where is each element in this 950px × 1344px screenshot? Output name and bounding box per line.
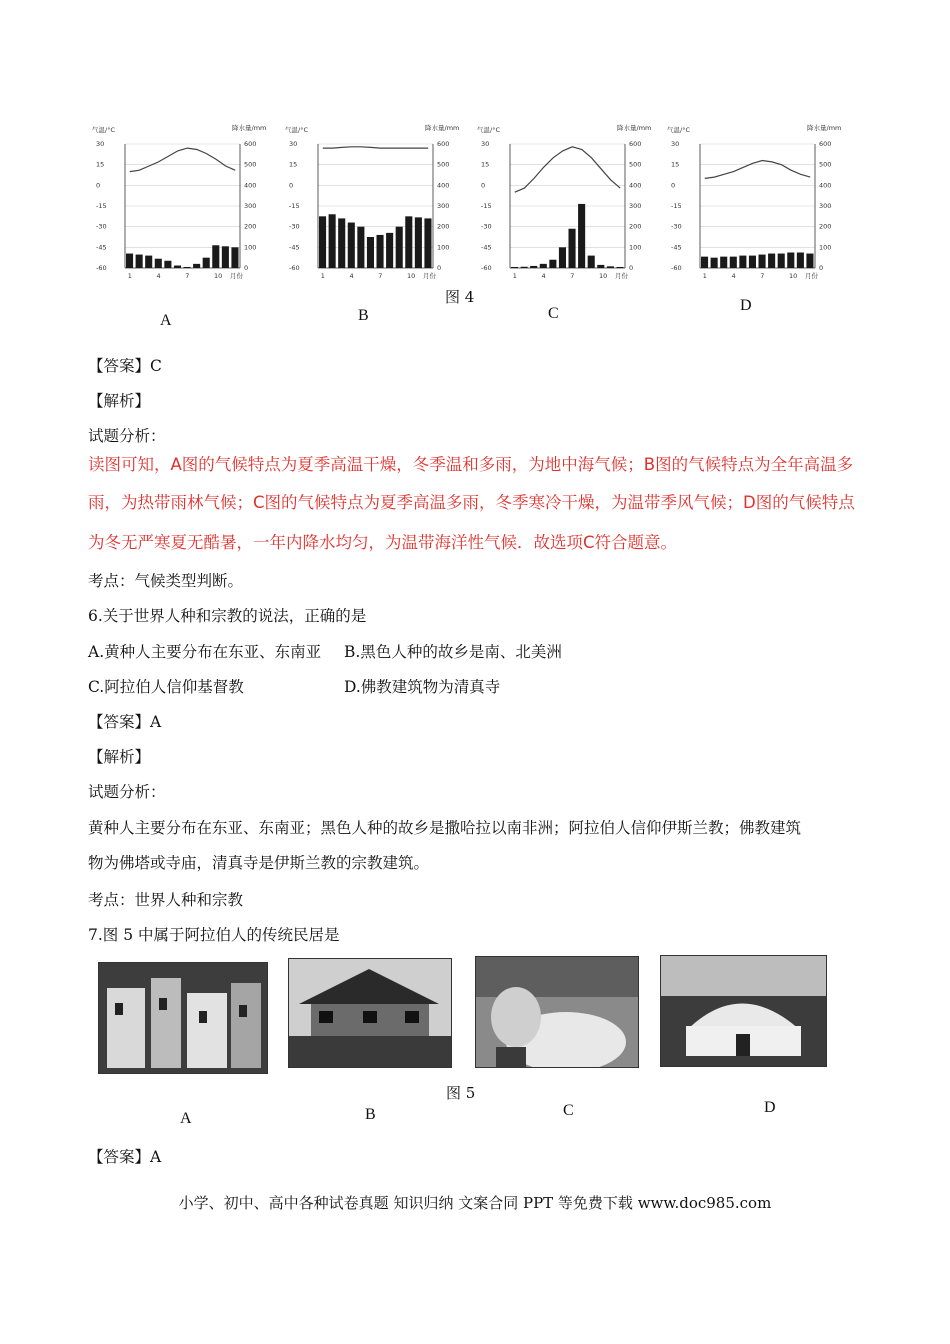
figure5-label-b: B [365,1106,376,1123]
q6-analysis-sub: 试题分析： [88,783,166,801]
climate-chart-a [90,118,275,283]
temp-tick-label: 30 [671,140,680,148]
precip-axis-label: 降水量/mm [617,124,652,132]
precip-bar [530,266,537,268]
precip-bar [164,261,171,268]
temp-tick-label: 0 [96,181,101,190]
month-axis-label: 月份 [230,272,243,280]
month-axis-label: 月份 [805,272,818,280]
month-axis-label: 月份 [615,272,628,280]
month-tick-label: 4 [156,272,161,280]
precip-tick-label: 200 [437,222,450,231]
precip-bar [616,267,623,268]
precip-tick-label: 500 [819,160,832,169]
figure5-label-a: A [180,1110,192,1127]
temp-tick-label: -15 [96,202,107,210]
climate-chart-c [475,118,660,283]
photo-stilt-house [288,958,452,1068]
climate-chart-d-svg [665,118,850,283]
precip-tick-label: 400 [819,181,832,190]
photo-arab-dwelling-graphic [99,963,267,1073]
precip-bar [797,253,804,269]
precip-bar [521,267,528,268]
climate-chart-a-svg [90,118,275,283]
precip-bar [701,257,708,268]
temp-tick-label: 0 [289,181,294,190]
precip-tick-label: 100 [819,243,832,252]
figure4-caption: 图 4 [445,288,475,306]
figure4-label-d: D [740,297,752,314]
precip-axis-label: 降水量/mm [425,124,460,132]
q5-analysis-line-2: 雨，为热带雨林气候；C图的气候特点为夏季高温多雨，冬季寒冷干燥，为温带季风气候；D图的气候特点 [88,493,855,512]
temp-tick-label: -15 [671,202,682,210]
temperature-line [323,147,428,148]
temp-tick-label: -60 [481,264,492,272]
temp-tick-label: 15 [289,160,298,169]
q5-kaodian: 考点：气候类型判断。 [88,572,244,590]
month-tick-label: 10 [789,272,798,280]
precip-tick-label: 600 [437,140,450,148]
photo-stilt-house-graphic [289,959,451,1067]
q5-analysis-header: 【解析】 [88,392,151,410]
month-tick-label: 4 [731,272,736,280]
precip-tick-label: 0 [437,264,442,272]
precip-bar [145,256,152,268]
temp-tick-label: 0 [671,181,676,190]
precip-bar [806,254,813,268]
precip-tick-label: 300 [819,202,832,210]
climate-chart-d [665,118,850,283]
month-tick-label: 1 [127,272,132,280]
precip-tick-label: 100 [244,243,257,252]
precip-bar [739,256,746,268]
temperature-line [705,161,810,179]
month-tick-label: 10 [214,272,223,280]
temp-tick-label: -60 [671,264,682,272]
precip-tick-label: 200 [244,222,257,231]
precip-tick-label: 200 [819,222,832,231]
precip-bar [787,253,794,269]
photo-igloo-scene [475,956,639,1068]
photo-igloo-scene-graphic [476,957,638,1067]
temp-tick-label: -15 [481,202,492,210]
precip-bar [386,233,393,268]
photo-arab-dwelling [98,962,268,1074]
month-axis-label: 月份 [423,272,436,280]
precip-tick-label: 500 [244,160,257,169]
month-tick-label: 7 [760,272,765,280]
precip-tick-label: 100 [629,243,642,252]
precip-bar [319,216,326,268]
temp-tick-label: -45 [289,243,300,252]
precip-tick-label: 400 [629,181,642,190]
precip-bar [549,260,556,268]
q7-stem: 7.图 5 中属于阿拉伯人的传统民居是 [88,926,340,944]
q6-option-c: C.阿拉伯人信仰基督教 [88,678,244,696]
precip-bar [203,258,210,268]
precip-bar [155,259,162,268]
precip-tick-label: 0 [629,264,634,272]
precip-bar [759,255,766,268]
temp-tick-label: 15 [481,160,490,169]
temperature-line [130,148,235,172]
temp-axis-label: 气温/°C [285,126,308,134]
temp-tick-label: -30 [289,222,300,231]
temp-tick-label: 30 [289,140,298,148]
month-tick-label: 1 [702,272,707,280]
q6-option-a: A.黄种人主要分布在东亚、东南亚 [88,643,322,661]
precip-bar [338,218,345,268]
q6-answer: 【答案】A [88,713,162,731]
q5-analysis-line-1: 读图可知，A图的气候特点为夏季高温干燥，冬季温和多雨，为地中海气候；B图的气候特点为全年高温多 [88,455,854,474]
precip-bar [212,245,219,268]
temp-tick-label: -60 [289,264,300,272]
figure4-label-c: C [548,305,559,322]
temp-tick-label: -30 [671,222,682,231]
precip-tick-label: 0 [244,264,249,272]
precip-bar [559,247,566,268]
temp-tick-label: -15 [289,202,300,210]
q7-answer: 【答案】A [88,1148,162,1166]
precip-bar [578,204,585,268]
precip-tick-label: 500 [437,160,450,169]
precip-bar [730,257,737,268]
precip-tick-label: 300 [244,202,257,210]
precip-bar [711,258,718,268]
precip-bar [357,227,364,268]
precip-bar [424,218,431,268]
precip-axis-label: 降水量/mm [232,124,267,132]
precip-bar [588,256,595,268]
precip-bar [174,266,181,268]
temp-tick-label: -60 [96,264,107,272]
q6-stem: 6.关于世界人种和宗教的说法，正确的是 [88,607,367,625]
temp-tick-label: -45 [671,243,682,252]
precip-tick-label: 500 [629,160,642,169]
month-tick-label: 7 [378,272,383,280]
month-tick-label: 7 [185,272,190,280]
q6-option-b: B.黑色人种的故乡是南、北美洲 [344,643,562,661]
precip-tick-label: 600 [819,140,832,148]
precip-bar [405,216,412,268]
climate-chart-b-svg [283,118,468,283]
precip-bar [720,257,727,268]
q6-analysis-line-2: 物为佛塔或寺庙，清真寺是伊斯兰教的宗教建筑。 [88,854,430,872]
precip-tick-label: 300 [629,202,642,210]
temp-tick-label: 0 [481,181,486,190]
month-tick-label: 4 [349,272,354,280]
precip-tick-label: 600 [629,140,642,148]
temp-tick-label: -45 [481,243,492,252]
precip-bar [768,254,775,268]
precip-bar [222,246,229,268]
precip-tick-label: 200 [629,222,642,231]
precip-bar [377,235,384,268]
precip-bar [126,254,133,268]
month-tick-label: 1 [320,272,325,280]
precip-tick-label: 400 [244,181,257,190]
precip-tick-label: 600 [244,140,257,148]
q5-analysis-sub: 试题分析： [88,427,166,445]
figure5-caption: 图 5 [446,1084,476,1102]
climate-chart-b [283,118,468,283]
q6-analysis-header: 【解析】 [88,748,151,766]
temp-tick-label: 30 [96,140,105,148]
precip-bar [569,229,576,268]
precip-bar [749,256,756,268]
page-footer: 小学、初中、高中各种试卷真题 知识归纳 文案合同 PPT 等免费下载 www.doc985.com [178,1194,772,1212]
precip-bar [348,223,355,268]
month-tick-label: 10 [599,272,608,280]
precip-bar [329,214,336,268]
q5-answer: 【答案】C [88,357,162,375]
precip-bar [367,237,374,268]
temp-tick-label: 30 [481,140,490,148]
figure5-label-c: C [563,1102,574,1119]
precip-bar [597,265,604,268]
precip-bar [540,264,547,268]
temp-axis-label: 气温/°C [667,126,690,134]
precip-axis-label: 降水量/mm [807,124,842,132]
precip-bar [396,227,403,268]
precip-bar [136,255,143,268]
figure4-label-a: A [160,312,172,329]
q6-analysis-line-1: 黄种人主要分布在东亚、东南亚；黑色人种的故乡是撒哈拉以南非洲；阿拉伯人信仰伊斯兰教；佛教建筑 [88,819,802,837]
photo-yurt-graphic [661,956,826,1066]
climate-chart-c-svg [475,118,660,283]
precip-bar [778,254,785,268]
temp-tick-label: 15 [671,160,680,169]
temp-tick-label: 15 [96,160,105,169]
photo-yurt [660,955,827,1067]
q5-analysis-line-3: 为冬无严寒夏无酷暑，一年内降水均匀，为温带海洋性气候．故选项C符合题意。 [88,533,678,552]
month-tick-label: 4 [541,272,546,280]
q6-kaodian: 考点：世界人种和宗教 [88,891,244,909]
precip-bar [231,247,238,268]
temp-tick-label: -30 [481,222,492,231]
q6-option-d: D.佛教建筑物为清真寺 [344,678,501,696]
temp-tick-label: -45 [96,243,107,252]
temp-axis-label: 气温/°C [477,126,500,134]
figure5-label-d: D [764,1099,776,1116]
temp-tick-label: -30 [96,222,107,231]
precip-bar [193,264,200,268]
month-tick-label: 1 [512,272,517,280]
figure4-label-b: B [358,307,369,324]
precip-tick-label: 0 [819,264,824,272]
precip-tick-label: 100 [437,243,450,252]
temp-axis-label: 气温/°C [92,126,115,134]
precip-tick-label: 400 [437,181,450,190]
month-tick-label: 7 [570,272,575,280]
precip-bar [415,217,422,268]
precip-tick-label: 300 [437,202,450,210]
precip-bar [184,267,191,268]
precip-bar [511,267,518,268]
month-tick-label: 10 [407,272,416,280]
precip-bar [607,266,614,268]
